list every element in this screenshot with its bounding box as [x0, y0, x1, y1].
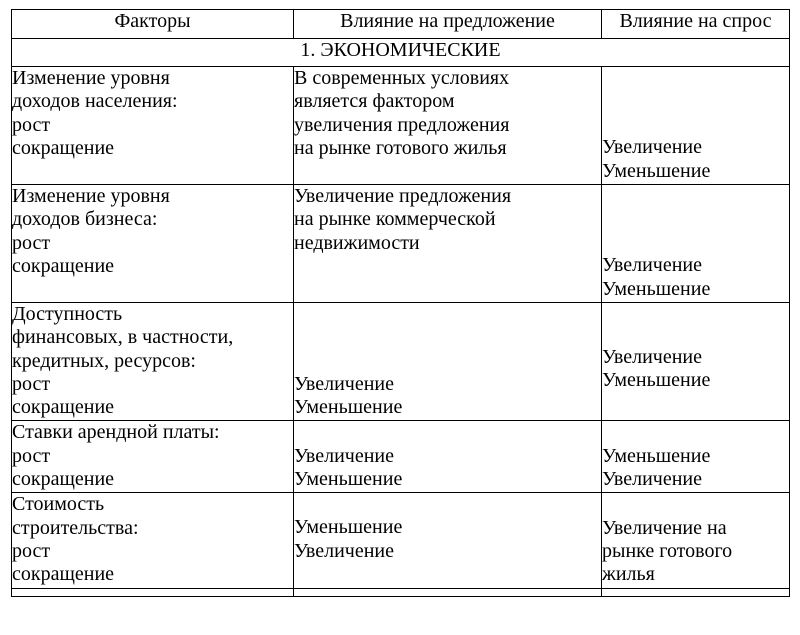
supply-line: Увеличение предложения — [294, 185, 512, 207]
factor-line: рост — [12, 444, 51, 467]
factor-line: рост — [12, 231, 51, 254]
factor-line: рост — [12, 539, 51, 562]
demand-line: Увеличение — [602, 254, 703, 277]
demand-line: жилья — [602, 563, 655, 586]
demand-cell — [602, 303, 790, 421]
header-factors: Факторы — [12, 10, 294, 39]
continued-cell — [294, 588, 602, 596]
factor-cell — [12, 421, 294, 493]
supply-line: Уменьшение — [294, 396, 403, 419]
factor-line: сокращение — [12, 396, 115, 419]
demand-line: рынке готового — [602, 539, 733, 562]
factor-line: Стоимость — [12, 493, 105, 516]
factor-line: сокращение — [12, 136, 115, 159]
section-row — [12, 39, 790, 67]
factor-line: рост — [12, 113, 51, 136]
section-title: 1. ЭКОНОМИЧЕСКИЕ — [12, 39, 790, 67]
supply-line: на рынке готового жилья — [294, 136, 507, 159]
demand-line: Уменьшение — [602, 277, 711, 300]
factor-line: финансовых, в частности, — [12, 326, 234, 349]
supply-cell — [294, 303, 602, 421]
factor-line: Ставки арендной платы: — [12, 421, 220, 444]
demand-line: Увеличение — [602, 136, 703, 159]
demand-cell — [602, 493, 790, 588]
table-row — [12, 185, 790, 303]
demand-line: Увеличение — [602, 345, 703, 368]
demand-line: Уменьшение — [602, 159, 711, 182]
supply-line: Увеличение — [294, 372, 395, 395]
header-supply: Влияние на предложение — [294, 10, 602, 39]
supply-line: В современных условиях — [294, 67, 510, 89]
header-demand: Влияние на спрос — [602, 10, 790, 39]
factor-cell — [12, 67, 294, 185]
continued-cell — [602, 588, 790, 596]
demand-cell — [602, 421, 790, 493]
supply-cell — [294, 67, 602, 185]
demand-line: Увеличение — [602, 468, 703, 491]
table-row — [12, 67, 790, 185]
supply-line: Увеличение — [294, 444, 395, 467]
table-row — [12, 421, 790, 493]
header-row — [12, 10, 790, 39]
factor-line: кредитных, ресурсов: — [12, 349, 196, 372]
demand-cell — [602, 185, 790, 303]
supply-line: на рынке коммерческой — [294, 208, 496, 231]
factor-line: сокращение — [12, 468, 115, 491]
table-row-continued — [12, 588, 790, 596]
demand-line: Уменьшение — [602, 369, 711, 392]
factor-cell — [12, 303, 294, 421]
supply-line: увеличения предложения — [294, 113, 510, 136]
demand-line: Увеличение на — [602, 516, 727, 539]
demand-cell — [602, 67, 790, 185]
factor-cell — [12, 493, 294, 588]
continued-cell — [12, 588, 294, 596]
factor-line: Доступность — [12, 303, 123, 325]
supply-line: Увеличение — [294, 539, 395, 562]
factor-line: сокращение — [12, 563, 115, 586]
supply-line: Уменьшение — [294, 516, 403, 539]
factors-table — [11, 9, 790, 597]
factor-line: доходов населения: — [12, 90, 178, 113]
supply-line: Уменьшение — [294, 468, 403, 491]
factor-line: рост — [12, 372, 51, 395]
factor-line: Изменение уровня — [12, 185, 170, 207]
supply-line: является фактором — [294, 90, 455, 113]
factor-line: доходов бизнеса: — [12, 208, 158, 231]
supply-line: недвижимости — [294, 231, 420, 254]
table-row — [12, 493, 790, 588]
demand-line: Уменьшение — [602, 444, 711, 467]
supply-cell — [294, 421, 602, 493]
factor-line: Изменение уровня — [12, 67, 170, 89]
supply-cell — [294, 185, 602, 303]
factor-line: строительства: — [12, 516, 139, 539]
table-row — [12, 303, 790, 421]
factor-line: сокращение — [12, 254, 115, 277]
factor-cell — [12, 185, 294, 303]
supply-cell — [294, 493, 602, 588]
